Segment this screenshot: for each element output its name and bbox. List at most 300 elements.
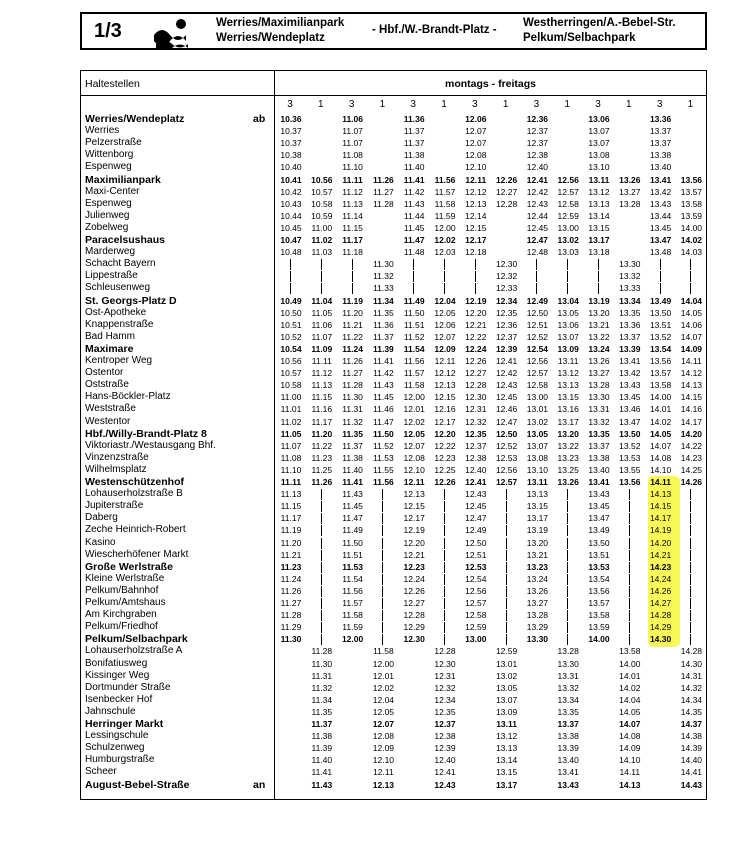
departure-time: 11.13 (280, 489, 302, 500)
departure-time: 13.54 (649, 343, 672, 354)
departure-time: 11.15 (311, 392, 333, 403)
departure-time: 11.53 (342, 561, 363, 572)
departure-time: 13.42 (619, 368, 641, 379)
departure-time: 12.00 (372, 658, 395, 669)
pass-through-line (475, 271, 476, 282)
departure-time: 11.28 (373, 198, 394, 209)
departure-time: 14.08 (619, 731, 641, 742)
pass-through-line (444, 271, 445, 282)
departure-time: 13.44 (649, 210, 672, 221)
departure-time: 14.20 (680, 428, 703, 439)
departure-time: 13.00 (557, 222, 579, 233)
departure-time: 10.59 (311, 210, 333, 221)
departure-time: 13.20 (526, 537, 549, 548)
stop-name: Maximare (85, 342, 134, 355)
departure-time: 12.20 (465, 307, 487, 318)
stop-name: Bad Hamm (85, 330, 136, 342)
departure-time: 13.56 (588, 585, 610, 596)
departure-time: 14.30 (649, 634, 672, 645)
departure-time: 14.29 (649, 622, 672, 633)
departure-time: 11.57 (434, 186, 456, 197)
departure-time: 12.51 (465, 549, 487, 560)
departure-time: 14.05 (619, 706, 641, 717)
departure-time: 13.09 (495, 706, 518, 717)
departure-time: 11.43 (311, 779, 333, 790)
departure-time: 14.07 (680, 331, 703, 342)
departure-time: 13.34 (557, 694, 579, 705)
departure-time: 11.10 (280, 464, 302, 475)
departure-time: 13.26 (588, 356, 610, 366)
departure-time: 13.27 (588, 368, 610, 379)
departure-time: 13.53 (619, 452, 641, 463)
departure-time: 13.32 (619, 271, 641, 282)
departure-time: 11.35 (311, 706, 333, 717)
stop-name: Werries (85, 125, 120, 137)
pass-through-line (321, 598, 322, 609)
pass-through-line (506, 598, 507, 609)
departure-time: 14.00 (588, 634, 610, 645)
departure-time: 11.42 (373, 368, 394, 379)
departure-time: 11.18 (342, 247, 363, 258)
departure-time: 13.35 (588, 428, 610, 439)
stop-name: Schacht Bayern (85, 258, 156, 270)
departure-time: 11.07 (342, 138, 363, 149)
departure-time: 13.04 (557, 295, 579, 306)
pass-through-line (444, 634, 445, 645)
departure-time: 13.14 (495, 755, 518, 766)
pass-through-line (321, 501, 322, 512)
departure-time: 11.51 (403, 319, 425, 330)
departure-time: 13.25 (557, 464, 579, 475)
departure-time: 12.08 (403, 452, 425, 463)
pass-through-line (598, 271, 599, 282)
departure-time: 12.27 (465, 368, 487, 379)
via-stop: - Hbf./W.-Brandt-Platz - (372, 24, 497, 36)
departure-time: 12.40 (434, 755, 456, 766)
departure-time: 13.38 (588, 452, 610, 463)
departure-time: 13.47 (588, 513, 610, 524)
departure-time: 12.09 (434, 343, 456, 354)
departure-time: 13.35 (619, 307, 641, 318)
departure-time: 13.28 (526, 610, 549, 621)
pass-through-line (506, 513, 507, 524)
pass-through-line (506, 489, 507, 500)
stop-name: Kissinger Weg (85, 669, 150, 681)
departure-time: 13.00 (526, 392, 549, 403)
departure-time: 12.59 (495, 646, 518, 657)
departure-time: 12.52 (526, 331, 549, 342)
line-number: 3 (533, 99, 540, 110)
stop-name: Isenbecker Hof (85, 693, 153, 705)
departure-time: 12.57 (495, 477, 518, 487)
departure-time: 12.26 (495, 174, 518, 185)
departure-time: 12.35 (465, 428, 487, 439)
stop-name: Dortmunder Straße (85, 681, 171, 693)
departure-time: 12.15 (403, 501, 425, 512)
departure-time: 13.30 (588, 392, 610, 403)
departure-time: 10.42 (280, 186, 302, 197)
departure-time: 14.20 (649, 537, 672, 548)
pass-through-line (567, 622, 568, 633)
departure-time: 10.45 (280, 222, 302, 233)
stop-name: Pelkum/Amtshaus (85, 597, 166, 608)
pass-through-line (382, 538, 383, 549)
departure-time: 14.13 (619, 779, 641, 790)
departure-time: 12.59 (557, 210, 579, 221)
departure-time: 13.49 (649, 295, 672, 306)
stop-name: Viktoriastr./Westausgang Bhf. (85, 439, 216, 451)
departure-time: 13.43 (649, 198, 672, 209)
departure-time: 10.57 (311, 186, 333, 197)
stop-name: Lippestraße (85, 270, 138, 282)
line-number: 1 (441, 99, 447, 110)
departure-time: 11.22 (342, 331, 363, 342)
pass-through-line (444, 598, 445, 609)
departure-time: 13.48 (649, 247, 672, 258)
departure-time: 13.43 (557, 779, 579, 790)
departure-time: 11.38 (342, 452, 363, 463)
pass-through-line (321, 634, 322, 645)
departure-time: 13.14 (588, 210, 610, 221)
departure-time: 13.31 (588, 404, 610, 415)
departure-time: 11.07 (311, 331, 333, 342)
departure-time: 12.13 (434, 380, 456, 391)
pass-through-line (413, 259, 414, 270)
pass-through-line (660, 283, 661, 294)
departure-time: 13.17 (557, 416, 579, 427)
departure-time: 14.28 (649, 610, 672, 621)
departure-time: 13.07 (557, 331, 579, 342)
pass-through-line (321, 489, 322, 500)
departure-time: 11.30 (280, 634, 302, 645)
departure-time: 12.30 (434, 658, 456, 669)
departure-time: 10.56 (280, 356, 302, 366)
pass-through-line (629, 586, 630, 597)
departure-time: 12.31 (434, 670, 456, 681)
stop-name: Bonifatiusweg (85, 657, 148, 669)
departure-time: 13.50 (588, 537, 610, 548)
departure-time: 11.29 (280, 622, 302, 633)
stop-name: Ost-Apotheke (85, 306, 147, 318)
departure-time: 13.24 (526, 573, 549, 584)
departure-time: 13.11 (526, 477, 548, 487)
departure-time: 14.43 (680, 779, 703, 790)
departure-time: 13.57 (588, 598, 610, 608)
departure-time: 11.47 (373, 416, 394, 427)
departure-time: 12.43 (495, 380, 518, 391)
pass-through-line (629, 538, 630, 549)
departure-time: 13.33 (619, 283, 641, 294)
pass-through-line (629, 525, 630, 536)
departure-time: 10.36 (280, 114, 302, 124)
departure-time: 14.25 (680, 464, 703, 475)
departure-time: 13.37 (649, 126, 672, 137)
pass-through-line (382, 550, 383, 561)
pass-through-line (567, 538, 568, 549)
pass-through-line (352, 259, 353, 270)
departure-time: 12.59 (465, 622, 487, 633)
departure-time: 14.07 (649, 440, 672, 451)
stop-name: Paracelsushaus (85, 234, 165, 246)
pass-through-line (352, 283, 353, 294)
departure-time: 12.44 (526, 210, 549, 221)
pass-through-line (690, 550, 691, 561)
departure-time: 13.21 (588, 319, 610, 330)
departure-time: 14.23 (680, 452, 703, 463)
departure-time: 12.28 (434, 646, 456, 657)
stop-name: Zeche Heinrich-Robert (85, 524, 186, 536)
pass-through-line (444, 501, 445, 512)
pass-through-line (290, 259, 291, 270)
pass-through-line (444, 538, 445, 549)
departure-time: 13.17 (495, 779, 518, 790)
departure-time: 10.47 (280, 235, 302, 245)
departure-time: 13.17 (588, 235, 610, 245)
departure-time: 14.21 (649, 549, 672, 560)
departure-time: 13.22 (557, 440, 579, 451)
departure-time: 11.41 (403, 174, 425, 185)
departure-time: 12.02 (434, 235, 456, 245)
departure-time: 12.21 (465, 319, 487, 330)
departure-time: 11.49 (403, 295, 425, 306)
departure-time: 12.45 (495, 392, 518, 403)
departure-time: 11.12 (342, 186, 363, 197)
departure-time: 11.58 (373, 646, 394, 657)
departure-time: 12.17 (403, 513, 425, 524)
departure-time: 13.28 (619, 198, 641, 209)
departure-time: 11.42 (403, 186, 425, 197)
departure-time: 11.54 (342, 573, 363, 584)
departure-time: 12.00 (341, 634, 364, 645)
pass-through-line (506, 610, 507, 621)
stop-name: Espenweg (85, 197, 132, 209)
pass-through-line (444, 525, 445, 536)
departure-time: 11.56 (403, 356, 425, 366)
departure-time: 11.31 (342, 404, 363, 415)
departure-time: 12.06 (465, 114, 487, 124)
departure-time: 12.07 (434, 331, 456, 342)
departure-time: 11.11 (280, 477, 302, 487)
departure-time: 12.52 (495, 440, 518, 451)
pass-through-line (382, 622, 383, 633)
departure-time: 13.38 (557, 731, 579, 742)
stop-name: Maxi-Center (85, 185, 140, 197)
weekday-header: montags - freitags (444, 78, 536, 90)
departure-time: 10.49 (280, 295, 302, 306)
departure-time: 11.28 (280, 610, 302, 621)
departure-time: 12.22 (434, 440, 456, 451)
pass-through-line (444, 489, 445, 500)
departure-time: 12.45 (526, 222, 549, 233)
pass-through-line (506, 538, 507, 549)
departure-time: 13.07 (588, 126, 610, 137)
departure-time: 11.41 (342, 477, 363, 487)
stop-name: Jahnschule (85, 705, 136, 717)
departure-time: 12.12 (465, 186, 487, 197)
departure-time: 12.34 (434, 694, 456, 705)
departure-time: 12.50 (526, 307, 549, 318)
departure-time: 12.57 (557, 186, 579, 197)
departure-time: 14.00 (649, 392, 672, 403)
departure-time: 11.36 (373, 319, 394, 330)
departure-time: 12.36 (495, 319, 518, 330)
departure-time: 11.15 (342, 222, 363, 233)
pass-through-line (506, 562, 507, 573)
departure-time: 13.02 (557, 235, 579, 245)
departure-time: 13.05 (557, 307, 579, 318)
departure-time: 12.37 (526, 126, 549, 137)
departure-time: 13.43 (619, 380, 641, 391)
departure-time: 11.55 (373, 464, 394, 475)
departure-time: 11.26 (280, 585, 302, 596)
pass-through-line (629, 562, 630, 573)
departure-time: 13.59 (680, 210, 703, 221)
departure-time: 12.26 (465, 356, 487, 366)
departure-time: 13.37 (649, 138, 672, 149)
departure-time: 11.58 (403, 380, 425, 391)
departure-time: 14.17 (680, 416, 703, 427)
departure-time: 12.17 (465, 235, 487, 245)
departure-time: 13.54 (588, 573, 610, 584)
departure-time: 13.26 (526, 585, 549, 596)
departure-time: 11.00 (280, 392, 302, 403)
departure-time: 14.01 (619, 670, 641, 681)
departure-time: 10.43 (280, 198, 302, 209)
departure-time: 11.33 (373, 283, 394, 294)
departure-time: 13.15 (526, 501, 549, 512)
departure-time: 13.02 (495, 670, 518, 681)
departure-time: 12.43 (526, 198, 549, 209)
departure-time: 12.21 (403, 549, 425, 560)
stop-name: Wiescherhöfener Markt (85, 548, 189, 560)
departure-time: 11.17 (280, 513, 302, 524)
pass-through-line (567, 501, 568, 512)
departure-time: 12.23 (434, 452, 456, 463)
departure-time: 13.39 (619, 343, 641, 354)
departure-time: 14.02 (680, 235, 703, 245)
departure-time: 12.56 (557, 174, 579, 185)
stop-name: Lessingschule (85, 730, 149, 742)
stop-name: Kasino (85, 536, 116, 548)
departure-time: 11.23 (311, 452, 333, 463)
departure-time: 12.07 (465, 138, 487, 149)
departure-time: 13.35 (557, 706, 579, 717)
departure-time: 11.27 (373, 186, 394, 197)
departure-time: 12.22 (465, 331, 487, 342)
departure-time: 13.32 (557, 682, 579, 693)
departure-time: 12.13 (465, 198, 487, 209)
departure-time: 12.45 (465, 501, 487, 512)
departure-time: 11.25 (311, 464, 333, 475)
departure-time: 10.54 (280, 343, 302, 354)
departure-time: 13.36 (619, 319, 641, 330)
departure-time: 12.11 (434, 356, 456, 366)
departure-time: 11.32 (342, 416, 363, 427)
line-number: 1 (564, 99, 570, 110)
departure-time: 12.05 (434, 307, 456, 318)
pass-through-line (690, 598, 691, 609)
departure-time: 12.13 (372, 779, 395, 790)
departure-time: 12.51 (526, 319, 549, 330)
departure-time: 13.50 (619, 428, 641, 439)
departure-time: 13.45 (619, 392, 641, 403)
pass-through-line (660, 271, 661, 282)
line-number: 3 (656, 99, 663, 110)
pass-through-line (321, 525, 322, 536)
departure-time: 11.41 (311, 767, 333, 778)
departure-time: 12.24 (403, 573, 425, 584)
departure-time: 11.50 (372, 428, 394, 439)
departure-time: 13.13 (557, 380, 579, 391)
departure-time: 13.15 (588, 222, 610, 233)
departure-time: 13.09 (557, 343, 579, 354)
departure-time: 11.38 (403, 150, 425, 161)
departure-time: 14.05 (680, 307, 703, 318)
departure-time: 11.06 (311, 319, 333, 330)
departure-time: 12.15 (434, 392, 456, 403)
departure-time: 11.17 (311, 416, 333, 427)
pass-through-line (321, 259, 322, 270)
departure-time: 13.11 (588, 174, 610, 185)
pass-through-line (444, 622, 445, 633)
departure-time: 13.47 (649, 235, 672, 245)
departure-time: 12.32 (434, 682, 456, 693)
pass-through-line (567, 271, 568, 282)
departure-time: 14.02 (619, 682, 641, 693)
departure-time: 11.51 (342, 549, 363, 560)
pass-through-line (629, 550, 630, 561)
departure-time: 14.31 (680, 670, 703, 681)
departure-time: 12.04 (434, 295, 456, 306)
pass-through-line (321, 610, 322, 621)
departure-time: 11.30 (373, 259, 394, 270)
departure-time: 11.19 (280, 525, 302, 536)
pass-through-line (382, 598, 383, 609)
departure-time: 13.53 (588, 561, 610, 572)
pass-through-line (382, 574, 383, 585)
departure-time: 13.41 (619, 356, 641, 366)
stop-name: Wilhelmsplatz (85, 463, 147, 475)
departure-time: 11.32 (373, 271, 394, 282)
departure-time: 11.40 (342, 464, 363, 475)
departure-time: 11.38 (311, 731, 333, 742)
departure-time: 12.35 (434, 706, 456, 717)
departure-time: 11.00 (311, 222, 333, 233)
line-number: 1 (379, 99, 386, 110)
pass-through-line (690, 271, 691, 282)
departure-time: 11.15 (280, 501, 302, 512)
departure-time: 12.56 (526, 356, 549, 366)
departure-time: 13.19 (526, 525, 549, 536)
departure-time: 12.47 (465, 513, 487, 524)
stops-column-header: Haltestellen (85, 78, 140, 90)
departure-time: 13.22 (588, 331, 610, 342)
departure-time: 14.24 (649, 573, 672, 584)
timetable (80, 70, 707, 800)
departure-time: 11.28 (342, 380, 363, 391)
departure-time: 12.30 (495, 259, 518, 270)
departure-time: 12.29 (403, 622, 425, 633)
stop-name: Hans-Böckler-Platz (85, 391, 171, 403)
departure-time: 12.42 (526, 186, 549, 197)
pass-through-line (444, 283, 445, 294)
departure-time: 13.51 (588, 549, 610, 560)
departure-time: 13.59 (588, 622, 610, 633)
departure-time: 13.46 (619, 404, 641, 415)
departure-time: 13.07 (495, 694, 518, 705)
departure-time: 11.10 (342, 162, 363, 173)
departure-time: 12.24 (465, 343, 487, 354)
